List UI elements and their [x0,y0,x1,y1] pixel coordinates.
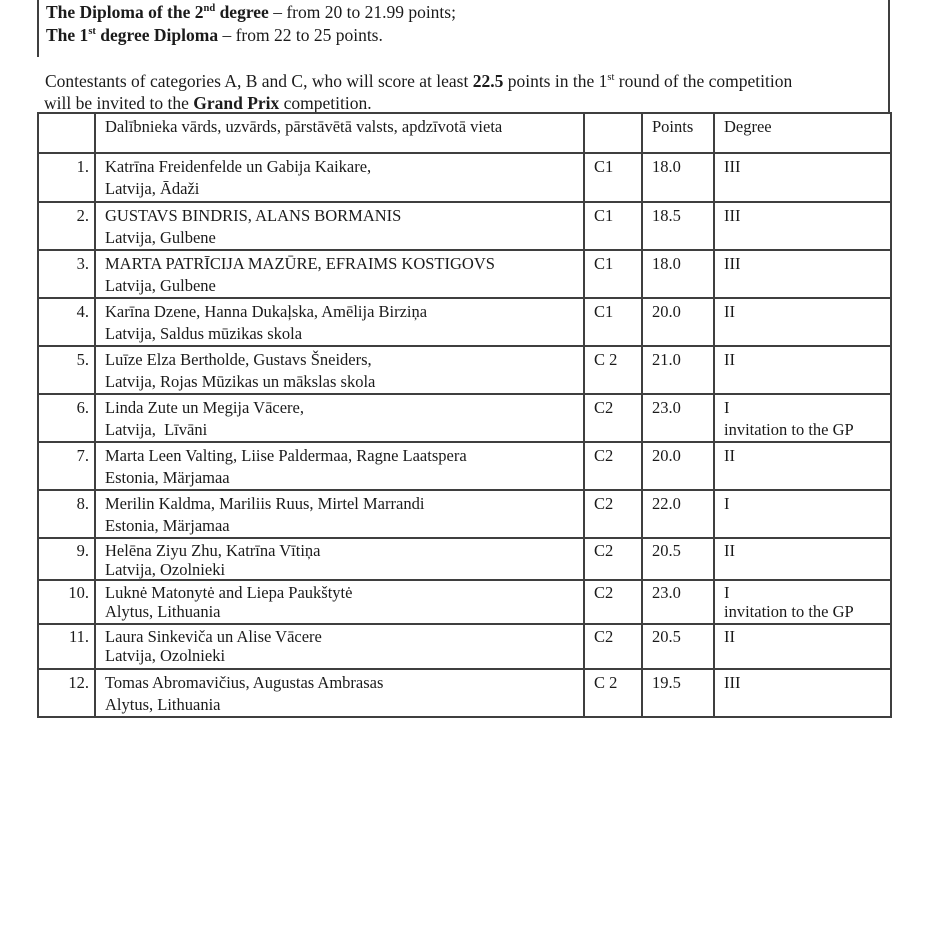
points-cell: 18.0 [642,250,714,298]
upper-section-right-border [888,0,890,114]
name-cell: Merilin Kaldma, Mariliis Ruus, Mirtel Marrandi Estonia, Märjamaa [95,490,584,538]
superscript-nd: nd [203,3,216,15]
degree-cell: III [714,153,891,202]
header-points-cell: Points [642,113,714,153]
name-cell: GUSTAVS BINDRIS, ALANS BORMANIS Latvija, Gulbene [95,202,584,250]
degree-cell: III [714,202,891,250]
table-row [38,624,891,669]
name-cell: Marta Leen Valting, Liise Paldermaa, Ragne Laatspera Estonia, Märjamaa [95,442,584,490]
table-row [38,298,891,346]
header-category-cell [584,113,642,153]
points-cell: 22.0 [642,490,714,538]
grand-prix-bold: Grand Prix [193,93,280,113]
name-cell: Luīze Elza Bertholde, Gustavs Šneiders, Latvija, Rojas Mūzikas un mākslas skola [95,346,584,394]
degree-cell: II [714,624,891,669]
category-cell: C2 [584,490,642,538]
category-cell: C2 [584,580,642,624]
upper-section-left-border [37,0,39,57]
diploma-1st-bold: The 1 [46,25,89,45]
degree-cell: I invitation to the GP [714,394,891,442]
gp-invitation-note: invitation to the GP [724,420,854,439]
category-cell: C2 [584,394,642,442]
header-number-cell [38,113,95,153]
diploma-1st-range: – from 22 to 25 points. [218,25,383,45]
diploma-2nd-degree-line: The Diploma of the 2nd degree – from 20 to 21.99 points; [46,2,456,22]
diploma-2nd-bold: The Diploma of the 2 [46,2,204,22]
points-cell: 20.5 [642,624,714,669]
degree-cell: II [714,538,891,580]
row-number-cell: 6. [38,394,95,442]
category-cell: C1 [584,298,642,346]
category-cell: C 2 [584,346,642,394]
category-cell: C2 [584,624,642,669]
points-cell: 21.0 [642,346,714,394]
table-row [38,490,891,538]
name-cell: MARTA PATRĪCIJA MAZŪRE, EFRAIMS KOSTIGOVS Latvija, Gulbene [95,250,584,298]
superscript-st: st [88,26,96,38]
degree-cell: I [714,490,891,538]
row-number-cell: 8. [38,490,95,538]
row-number-cell: 12. [38,669,95,717]
degree-cell: II [714,298,891,346]
table-row [38,394,891,442]
results-table [37,112,892,718]
row-number-cell: 11. [38,624,95,669]
category-cell: C1 [584,202,642,250]
row-number-cell: 9. [38,538,95,580]
points-cell: 23.0 [642,394,714,442]
row-number-cell: 4. [38,298,95,346]
category-cell: C 2 [584,669,642,717]
row-number-cell: 7. [38,442,95,490]
table-row [38,202,891,250]
name-cell: Helēna Ziyu Zhu, Katrīna Vītiņa Latvija, Ozolnieki [95,538,584,580]
category-cell: C2 [584,442,642,490]
table-row [38,153,891,202]
table-row [38,346,891,394]
points-cell: 23.0 [642,580,714,624]
points-cell: 20.0 [642,298,714,346]
row-number-cell: 5. [38,346,95,394]
points-cell: 20.0 [642,442,714,490]
superscript-st: st [607,72,615,84]
row-number-cell: 10. [38,580,95,624]
degree-cell: III [714,669,891,717]
points-cell: 20.5 [642,538,714,580]
threshold-points-bold: 22.5 [472,71,504,91]
table-row [38,250,891,298]
degree-cell: III [714,250,891,298]
diploma-2nd-range: – from 20 to 21.99 points; [268,2,456,22]
table-row [38,538,891,580]
grand-prix-paragraph-line1: Contestants of categories A, B and C, who will score at least 22.5 points in the 1st round of the competition [45,71,793,91]
row-number-cell: 3. [38,250,95,298]
category-cell: C1 [584,250,642,298]
degree-cell: I invitation to the GP [714,580,891,624]
gp-invitation-note: invitation to the GP [724,602,854,621]
degree-cell: II [714,346,891,394]
points-cell: 18.5 [642,202,714,250]
table-row [38,580,891,624]
header-name-cell: Dalībnieka vārds, uzvārds, pārstāvētā valsts, apdzīvotā vieta [95,113,584,153]
degree-cell: II [714,442,891,490]
category-cell: C1 [584,153,642,202]
row-number-cell: 1. [38,153,95,202]
table-header-row [38,113,891,153]
table-row [38,669,891,717]
diploma-1st-degree-line: The 1st degree Diploma – from 22 to 25 points. [46,25,383,45]
category-cell: C2 [584,538,642,580]
row-number-cell: 2. [38,202,95,250]
header-degree-cell: Degree [714,113,891,153]
name-cell: Luknė Matonytė and Liepa Paukštytė Alytus, Lithuania [95,580,584,624]
points-cell: 18.0 [642,153,714,202]
points-cell: 19.5 [642,669,714,717]
grand-prix-paragraph-line2: will be invited to the Grand Prix competition. [44,93,372,113]
name-cell: Tomas Abromavičius, Augustas Ambrasas Alytus, Lithuania [95,669,584,717]
name-cell: Karīna Dzene, Hanna Dukaļska, Amēlija Birziņa Latvija, Saldus mūzikas skola [95,298,584,346]
name-cell: Katrīna Freidenfelde un Gabija Kaikare, Latvija, Ādaži [95,153,584,202]
name-cell: Linda Zute un Megija Vācere, Latvija, Līvāni [95,394,584,442]
name-cell: Laura Sinkeviča un Alise Vācere Latvija, Ozolnieki [95,624,584,669]
table-row [38,442,891,490]
